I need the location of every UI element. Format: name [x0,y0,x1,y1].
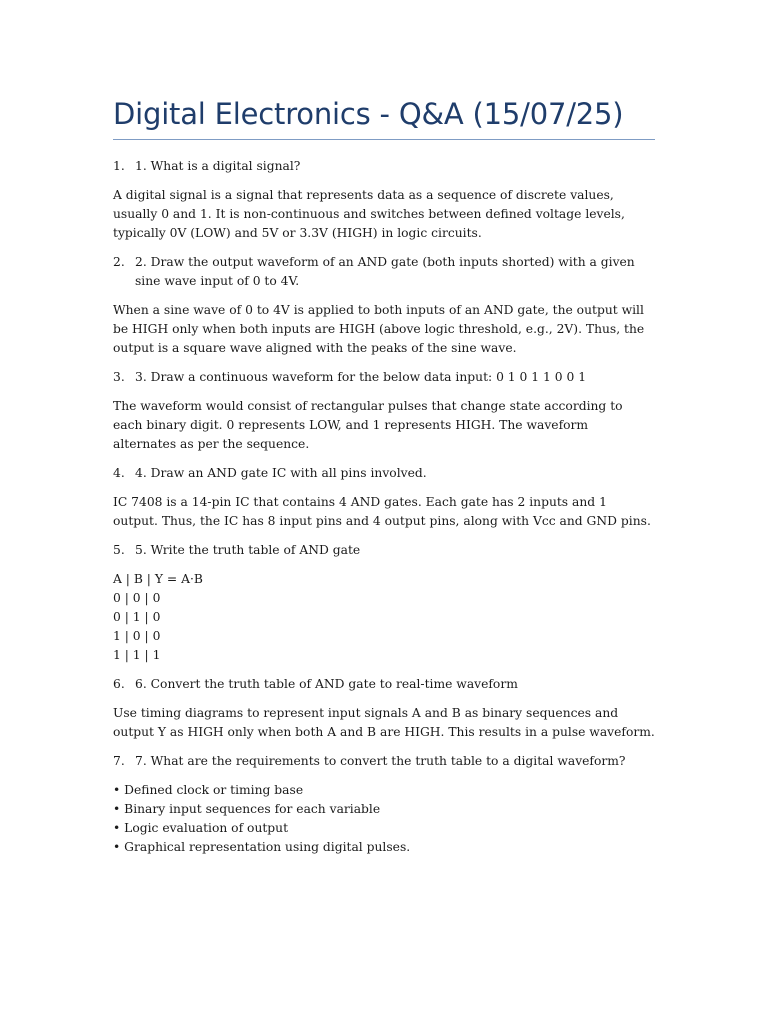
answer-3: The waveform would consist of rectangular pulses that change state according to each binary digit. 0 represents LOW, and 1 represents HIGH. The waveform alternates as per the sequence. [113,399,623,451]
question-text: 5. Write the truth table of AND gate [135,543,361,557]
truth-table-row: 0 | 1 | 0 [113,610,161,624]
question-text: 4. Draw an AND gate IC with all pins involved. [135,466,427,480]
question-2 [113,253,655,291]
title-underline [113,139,655,140]
question-text: 1. What is a digital signal? [135,159,301,173]
question-text: 7. What are the requirements to convert the truth table to a digital waveform? [135,754,626,768]
truth-table-row: 0 | 0 | 0 [113,591,161,605]
list-item: • Logic evaluation of output [113,821,289,835]
truth-table [113,570,655,665]
question-number: 2. [113,255,125,269]
list-item: • Graphical representation using digital pulses. [113,840,411,854]
list-item: • Binary input sequences for each variable [113,802,381,816]
question-text: 6. Convert the truth table of AND gate to real-time waveform [135,677,518,691]
question-6 [113,675,655,694]
question-3 [113,368,655,387]
answer-1: A digital signal is a signal that represents data as a sequence of discrete values, usually 0 and 1. It is non-continuous and switches between defined voltage levels, typically 0V (LOW) and 5V or 3.3V (HIGH) in logic circuits. [113,188,625,240]
truth-table-row: A | B | Y = A·B [113,572,203,586]
truth-table-row: 1 | 0 | 0 [113,629,161,643]
document-title: Digital Electronics - Q&A (15/07/25) [113,97,624,131]
question-number: 5. [113,543,125,557]
question-number: 6. [113,677,125,691]
question-text: 3. Draw a continuous waveform for the below data input: 0 1 0 1 1 0 0 1 [135,370,587,384]
question-number: 4. [113,466,125,480]
answer-4: IC 7408 is a 14-pin IC that contains 4 AND gates. Each gate has 2 inputs and 1 output. Thus, the IC has 8 input pins and 4 output pins, along with Vcc and GND pins. [113,495,651,528]
answer-6: Use timing diagrams to represent input signals A and B as binary sequences and output Y as HIGH only when both A and B are HIGH. This results in a pulse waveform. [113,706,655,739]
question-number: 1. [113,159,125,173]
list-item: • Defined clock or timing base [113,783,304,797]
question-4 [113,464,655,483]
answer-2: When a sine wave of 0 to 4V is applied to both inputs of an AND gate, the output will be HIGH only when both inputs are HIGH (above logic threshold, e.g., 2V). Thus, the output is a square wave aligned with the peaks of the sine wave. [113,303,645,355]
document-page [113,92,655,867]
question-number: 7. [113,754,125,768]
question-5 [113,541,655,560]
question-number: 3. [113,370,125,384]
truth-table-row: 1 | 1 | 1 [113,648,161,662]
question-7 [113,752,655,771]
question-1 [113,157,655,176]
question-text: 2. Draw the output waveform of an AND gate (both inputs shorted) with a given sine wave input of 0 to 4V. [135,255,635,288]
requirements-list [113,781,655,857]
